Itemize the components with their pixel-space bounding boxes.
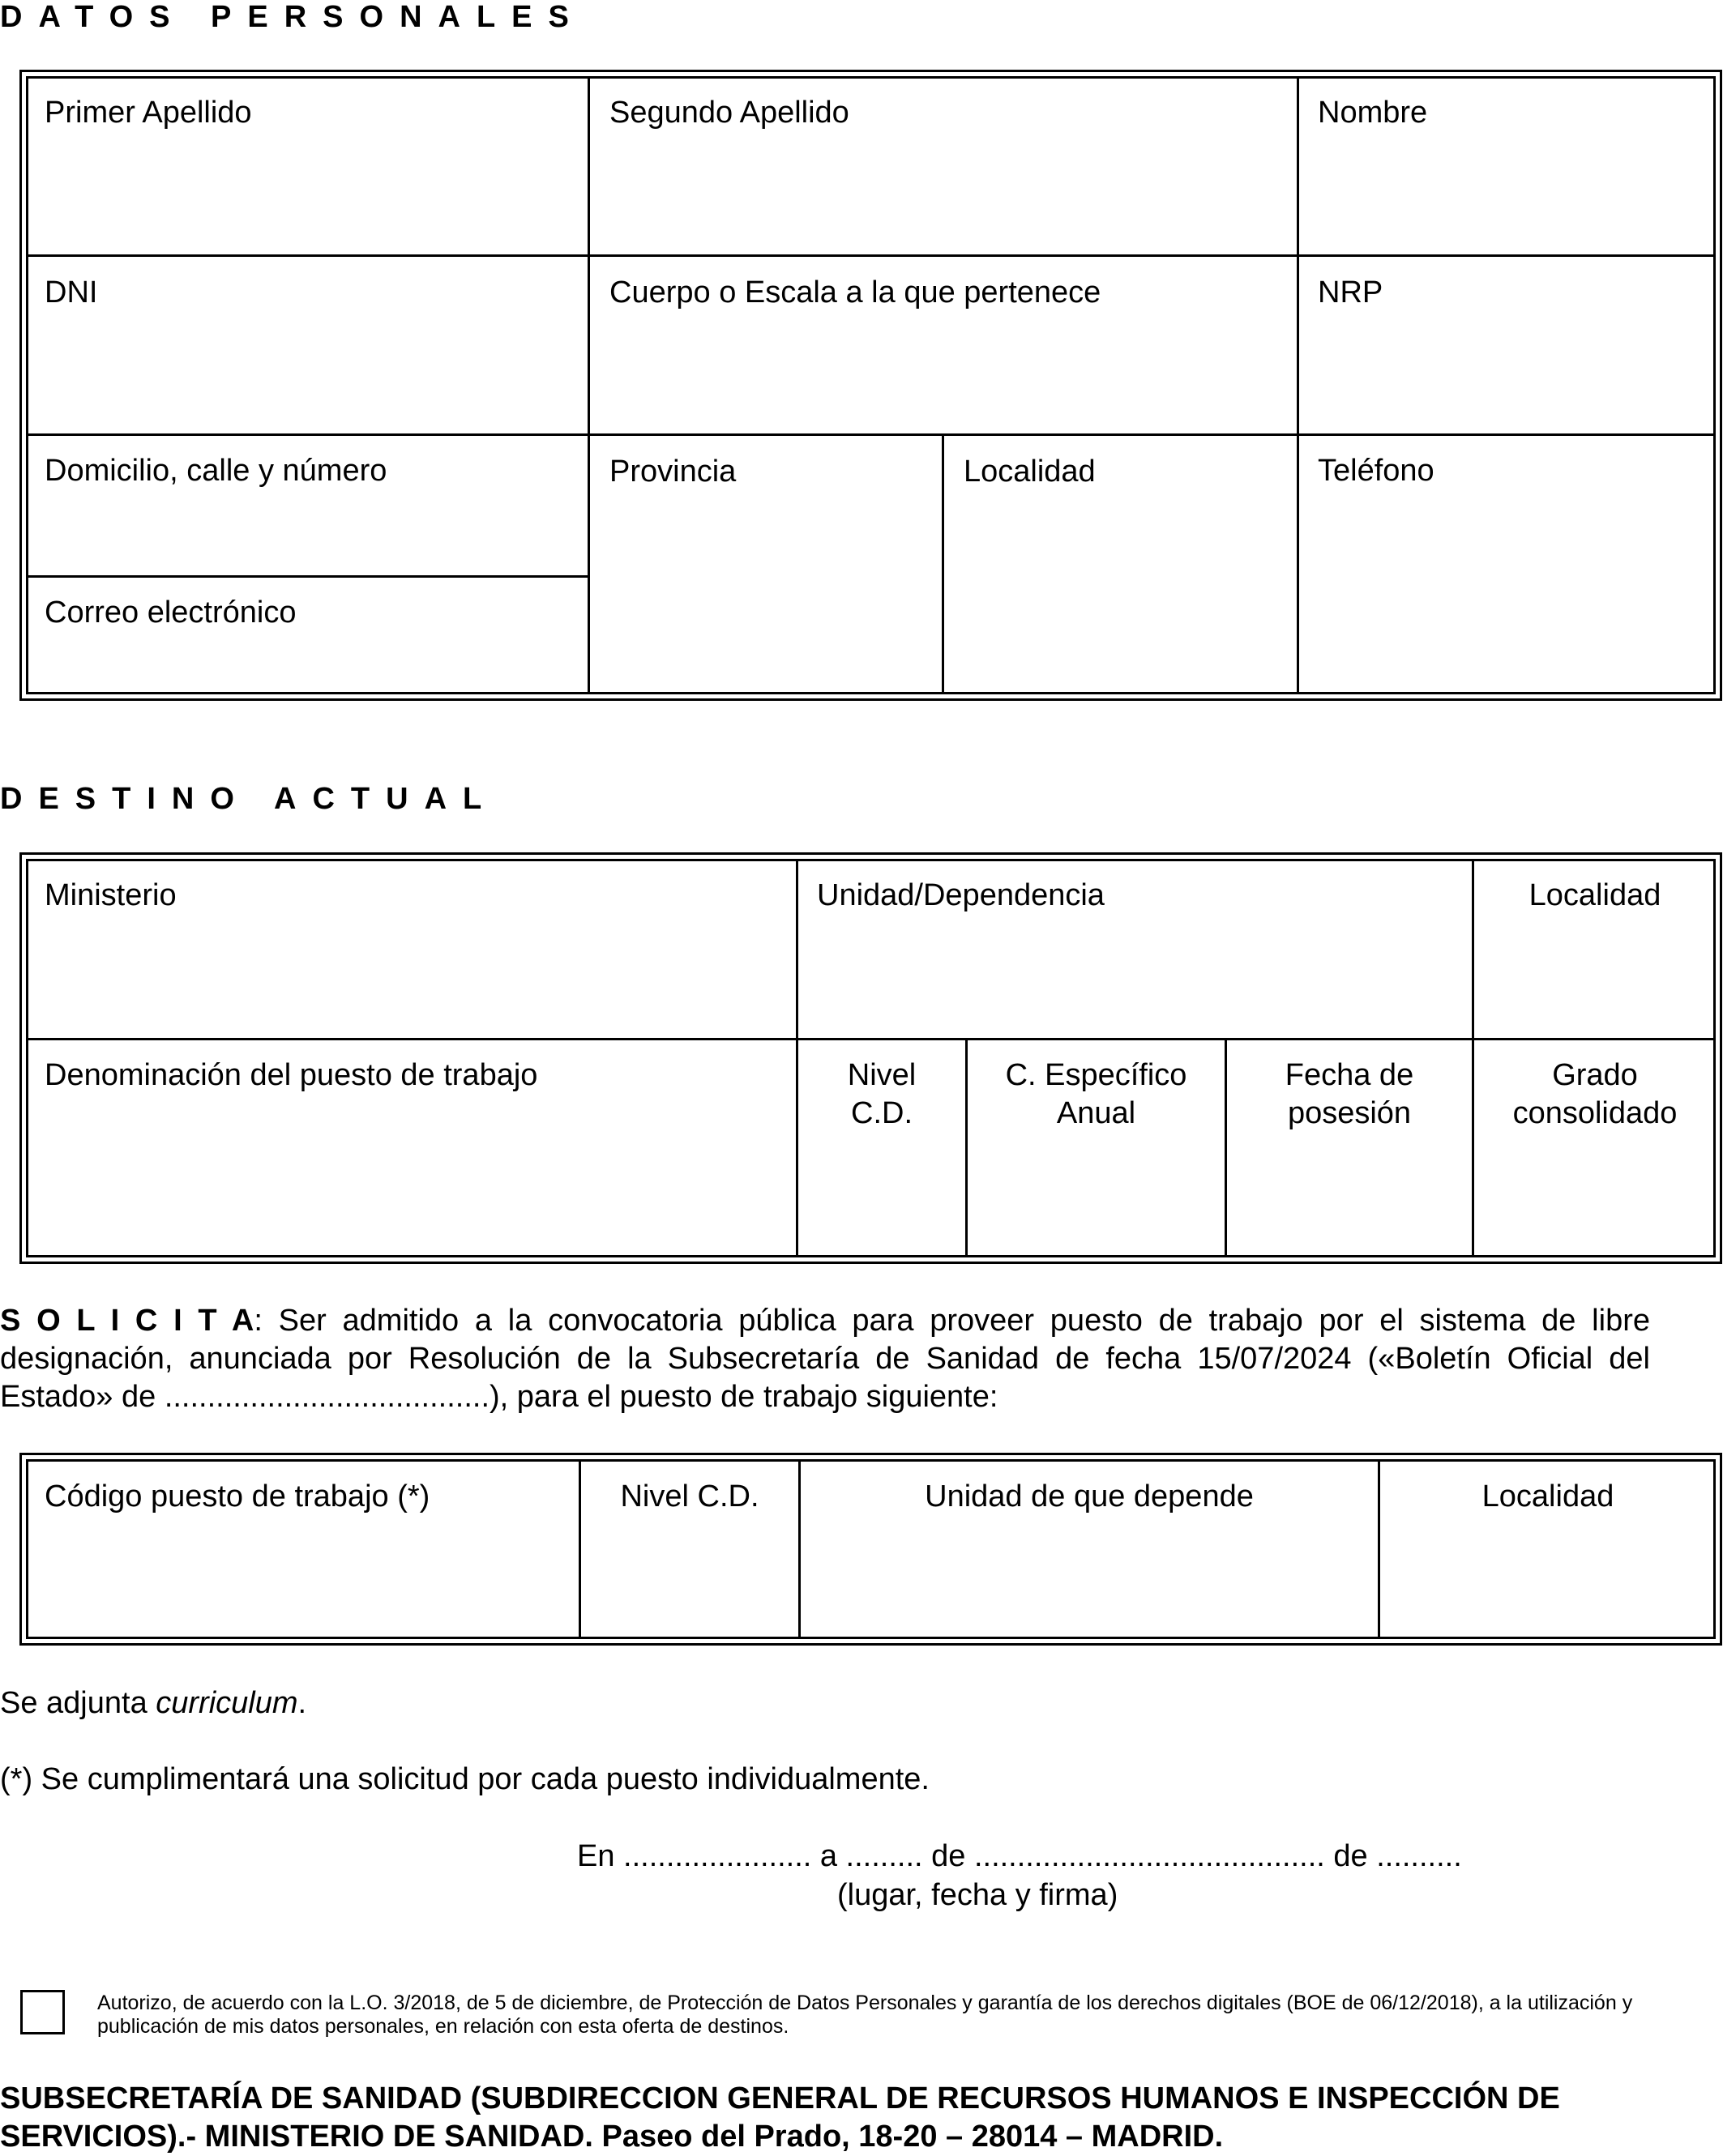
especifico-label: C. Específico	[1005, 1058, 1187, 1092]
solicita-heading: S O L I C I T A	[0, 1304, 254, 1338]
fecha-de-label: Fecha de	[1285, 1058, 1414, 1092]
solicita-text: : Ser admitido a la convocatoria pública para proveer puesto de trabajo por el sistema de libre designación, anunciada por Resolución de la Subsecretaría de Sanidad de fecha 15/07/2024 («Boletín Oficial del Estado» de ......................................), para el puesto de trabajo siguiente:	[0, 1304, 1650, 1414]
solicita-paragraph	[0, 1302, 1650, 1416]
nivel-cd-field[interactable]	[798, 1057, 965, 1133]
nivel-label: Nivel	[847, 1058, 917, 1092]
segundo-apellido-field[interactable]: Segundo Apellido	[609, 96, 849, 130]
correo-electronico-field[interactable]: Correo electrónico	[45, 596, 297, 630]
adjunta-prefix: Se adjunta	[0, 1686, 156, 1720]
provincia-field[interactable]: Provincia	[609, 455, 737, 489]
divider	[26, 575, 588, 578]
nrp-field[interactable]: NRP	[1318, 275, 1383, 310]
fecha-posesion-field[interactable]	[1227, 1057, 1472, 1133]
grado-consolidado-field[interactable]	[1474, 1057, 1716, 1133]
codigo-puesto-field[interactable]: Código puesto de trabajo (*)	[45, 1479, 430, 1513]
denominacion-puesto-field[interactable]: Denominación del puesto de trabajo	[45, 1058, 538, 1092]
unidad-depende-field[interactable]: Unidad de que depende	[925, 1479, 1254, 1513]
adjunta-suffix: .	[297, 1686, 307, 1720]
grado-label: Grado	[1552, 1058, 1638, 1092]
footer-address: SUBSECRETARÍA DE SANIDAD (SUBDIRECCION GENERAL DE RECURSOS HUMANOS E INSPECCIÓN DE SERVICIOS).- MINISTERIO DE SANIDAD. Paseo del Prado, 18-20 – 28014 – MADRID.	[0, 2081, 1560, 2154]
cuerpo-escala-field[interactable]: Cuerpo o Escala a la que pertenece	[609, 275, 1101, 310]
divider	[942, 433, 944, 694]
divider	[588, 76, 590, 694]
complemento-especifico-field[interactable]	[968, 1057, 1225, 1133]
firma-caption: (lugar, fecha y firma)	[837, 1878, 1118, 1912]
anual-label: Anual	[1056, 1096, 1136, 1130]
unidad-dependencia-field[interactable]: Unidad/Dependencia	[817, 878, 1105, 912]
section-title-destino-actual: DESTINO ACTUAL	[0, 782, 498, 816]
divider	[1297, 76, 1299, 694]
divider	[26, 254, 1716, 257]
posesion-label: posesión	[1287, 1096, 1412, 1130]
cd-label: C.D.	[851, 1096, 913, 1130]
nivel-cd-puesto-field[interactable]: Nivel C.D.	[620, 1479, 759, 1513]
firma-line: En ...................... a ......... de ......................................... de ..........	[577, 1839, 1462, 1873]
nota-asterisco: (*) Se cumplimentará una solicitud por cada puesto individualmente.	[0, 1762, 930, 1796]
divider	[26, 1038, 1716, 1040]
ministerio-field[interactable]: Ministerio	[45, 878, 177, 912]
nombre-field[interactable]: Nombre	[1318, 96, 1428, 130]
autorizo-checkbox[interactable]	[20, 1990, 65, 2034]
dni-field[interactable]: DNI	[45, 275, 98, 310]
adjunta-curriculum: curriculum	[156, 1686, 298, 1720]
divider	[26, 433, 1716, 436]
adjunta-curriculum-text	[0, 1684, 306, 1723]
domicilio-field[interactable]: Domicilio, calle y número	[45, 454, 387, 488]
localidad-field[interactable]: Localidad	[964, 455, 1096, 489]
autorizo-text: Autorizo, de acuerdo con la L.O. 3/2018, de 5 de diciembre, de Protección de Datos Personales y garantía de los derechos digitales (BOE de 06/12/2018), a la utilización y publicación de mis datos personales, en relación con esta oferta de destinos.	[97, 1992, 1633, 2038]
primer-apellido-field[interactable]: Primer Apellido	[45, 96, 252, 130]
localidad-destino-field[interactable]: Localidad	[1528, 878, 1661, 912]
localidad-puesto-field[interactable]: Localidad	[1481, 1479, 1614, 1513]
telefono-field[interactable]: Teléfono	[1318, 454, 1434, 488]
consolidado-label: consolidado	[1512, 1096, 1678, 1130]
section-title-datos-personales: DATOS PERSONALES	[0, 0, 585, 34]
